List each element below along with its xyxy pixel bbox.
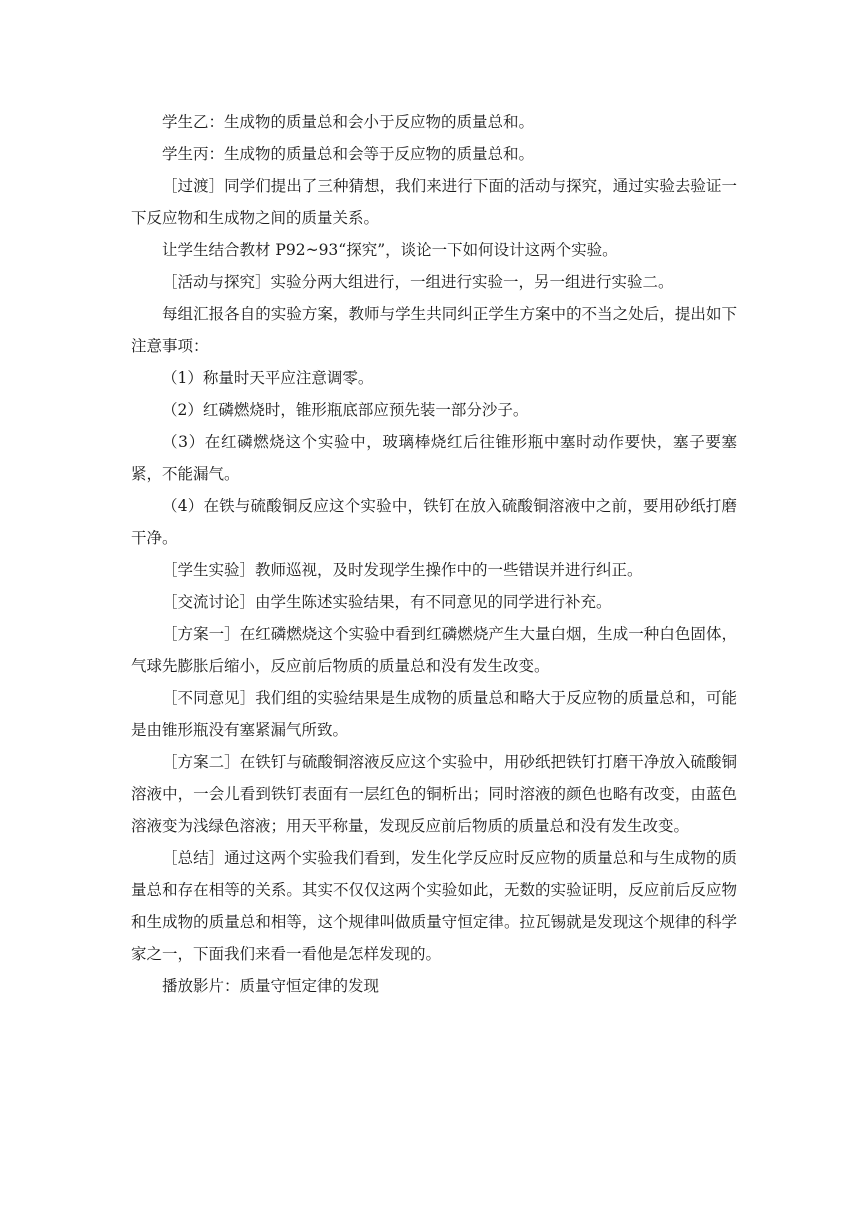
paragraph: （3）在红磷燃烧这个实验中，玻璃棒烧红后往锥形瓶中塞时动作要快，塞子要塞紧，不能漏气。 bbox=[131, 433, 737, 483]
paragraph: ［方案二］在铁钉与硫酸铜溶液反应这个实验中，用砂纸把铁钉打磨干净放入硫酸铜溶液中，一会儿看到铁钉表面有一层红色的铜析出；同时溶液的颜色也略有改变，由蓝色溶液变为浅绿色溶液；用天平称量，发现反应前后物质的质量总和没有发生改变。 bbox=[131, 753, 737, 835]
paragraph: 学生丙：生成物的质量总和会等于反应物的质量总和。 bbox=[162, 145, 535, 163]
document-body bbox=[131, 106, 737, 1002]
paragraph: （4）在铁与硫酸铜反应这个实验中，铁钉在放入硫酸铜溶液中之前，要用砂纸打磨干净。 bbox=[131, 497, 737, 547]
paragraph: ［方案一］在红磷燃烧这个实验中看到红磷燃烧产生大量白烟，生成一种白色固体，气球先膨胀后缩小，反应前后物质的质量总和没有发生改变。 bbox=[131, 625, 737, 675]
paragraph: ［不同意见］我们组的实验结果是生成物的质量总和略大于反应物的质量总和，可能是由锥形瓶没有塞紧漏气所致。 bbox=[131, 689, 737, 739]
paragraph: ［总结］通过这两个实验我们看到，发生化学反应时反应物的质量总和与生成物的质量总和存在相等的关系。其实不仅仅这两个实验如此，无数的实验证明，反应前后反应物和生成物的质量总和相等，这个规律叫做质量守恒定律。拉瓦锡就是发现这个规律的科学家之一，下面我们来看一看他是怎样发现的。 bbox=[131, 849, 737, 963]
paragraph: （2）红磷燃烧时，锥形瓶底部应预先装一部分沙子。 bbox=[162, 401, 529, 419]
paragraph: 学生乙：生成物的质量总和会小于反应物的质量总和。 bbox=[162, 113, 535, 131]
paragraph: ［过渡］同学们提出了三种猜想，我们来进行下面的活动与探究，通过实验去验证一下反应物和生成物之间的质量关系。 bbox=[131, 177, 737, 227]
paragraph: 让学生结合教材 P92~93“探究”，谈论一下如何设计这两个实验。 bbox=[162, 241, 618, 259]
paragraph: （1）称量时天平应注意调零。 bbox=[162, 369, 374, 387]
paragraph: 播放影片：质量守恒定律的发现 bbox=[162, 977, 380, 995]
paragraph: 每组汇报各自的实验方案，教师与学生共同纠正学生方案中的不当之处后，提出如下注意事项： bbox=[131, 305, 737, 355]
paragraph: ［活动与探究］实验分两大组进行，一组进行实验一，另一组进行实验二。 bbox=[162, 273, 674, 291]
paragraph: ［学生实验］教师巡视，及时发现学生操作中的一些错误并进行纠正。 bbox=[162, 561, 643, 579]
paragraph: ［交流讨论］由学生陈述实验结果，有不同意见的同学进行补充。 bbox=[162, 593, 612, 611]
